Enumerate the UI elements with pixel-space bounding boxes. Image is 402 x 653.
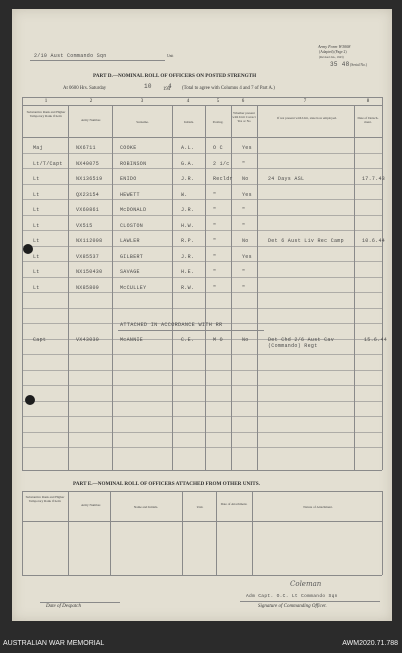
attached-posting: M O — [213, 337, 223, 343]
cell-initials: R.W. — [181, 284, 195, 291]
cell-number: VX60861 — [76, 207, 100, 213]
part-e-label-rank: Substantive Rank and Higher Temporary Rank if held. — [25, 495, 65, 503]
cell-rank: Lt — [33, 269, 40, 275]
table-top-border — [22, 97, 382, 98]
part-e-label-nature: Nature of Attachment. — [303, 505, 333, 509]
col-label-present: Whether present with Unit Correct Yes or No — [232, 111, 256, 123]
col-label-posting: Posting. — [212, 120, 224, 124]
cell-number: QX23154 — [76, 191, 100, 198]
part-d-month: 4 — [168, 83, 172, 90]
serial-label: (Serial No.) — [350, 63, 367, 67]
cell-employed: 24 Days ASL — [268, 176, 305, 182]
punch-hole-top — [23, 244, 33, 254]
cell-posting: " — [213, 238, 217, 244]
col-label-surname: Surname. — [136, 120, 149, 124]
cell-posting: " — [213, 269, 217, 275]
cell-present: " — [242, 222, 246, 229]
cell-initials: R.P. — [181, 238, 195, 244]
part-e-column-line — [68, 491, 69, 575]
col-label-employed: If not present with Unit, state how employed. — [277, 116, 337, 120]
cell-present: " — [242, 269, 246, 275]
attached-employed: Det Chd 2/6 Aust Cav (Commando) Regt — [268, 337, 335, 349]
cell-posting: O C — [213, 145, 223, 151]
form-title: Army Form W3008 — [318, 44, 351, 49]
cell-surname: ENIDO — [120, 176, 137, 182]
col-number-7: 7 — [303, 99, 307, 104]
cell-number: VX85537 — [76, 253, 100, 260]
cell-initials: J.R. — [181, 207, 195, 213]
cell-number: NX40075 — [76, 160, 100, 167]
cell-number: VX515 — [76, 222, 93, 229]
cell-rank: Lt — [33, 176, 40, 182]
footer-accession: AWM2020.71.788 — [342, 640, 398, 647]
part-d-day: 10 — [144, 83, 152, 90]
attached-initials: C.E. — [181, 337, 195, 343]
cell-surname: GILBERT — [120, 253, 144, 260]
cell-rank: Lt — [33, 284, 40, 291]
despatch-date-line — [40, 602, 120, 603]
cell-surname: ROBINSON — [120, 160, 147, 167]
cell-rank: Lt — [33, 207, 40, 213]
attached-present: No — [242, 337, 249, 343]
cell-posting: " — [213, 191, 217, 198]
cell-number: NX85809 — [76, 284, 100, 291]
cell-initials: H.W. — [181, 222, 195, 229]
part-e-column-line — [22, 491, 23, 575]
unit-name: 2/10 Aust Commando Sqn — [34, 53, 107, 59]
cell-surname: LAWLER — [120, 238, 140, 244]
attached-date: 15.6.44 — [364, 337, 388, 343]
signature-line — [240, 601, 380, 602]
cell-rank: Lt — [33, 238, 40, 244]
unit-label: Unit — [167, 54, 174, 58]
part-e-column-line — [382, 491, 383, 575]
col-number-6: 6 — [241, 99, 245, 104]
cell-posting: " — [213, 253, 217, 260]
table-bottom-border — [22, 470, 382, 471]
cell-posting: Recldr — [213, 176, 233, 182]
cell-present: " — [242, 284, 246, 291]
footer-credit: AUSTRALIAN WAR MEMORIAL — [3, 640, 105, 647]
cell-number: NX112008 — [76, 238, 103, 244]
col-number-2: 2 — [89, 99, 93, 104]
table-header-bottom — [22, 137, 382, 138]
attached-surname: McANNIE — [120, 337, 144, 343]
despatch-date-label: Date of Despatch — [46, 604, 81, 609]
cell-present: No — [242, 176, 249, 182]
col-number-1: 1 — [44, 99, 48, 104]
part-e-title: PART E.—NOMINAL ROLL OF OFFICERS ATTACHED FROM OTHER UNITS. — [73, 481, 260, 487]
part-d-title: PART D.—NOMINAL ROLL OF OFFICERS ON POSTED STRENGTH — [93, 73, 257, 79]
cell-posting: " — [213, 222, 217, 229]
cell-present: " — [242, 160, 246, 167]
col-label-initials: Initials. — [184, 120, 194, 124]
punch-hole-bottom — [25, 395, 35, 405]
cell-posting: 2 i/c — [213, 160, 230, 167]
col-number-3: 3 — [140, 99, 144, 104]
cell-present: " — [242, 207, 246, 213]
cell-posting: " — [213, 284, 217, 291]
cell-surname: SAVAGE — [120, 269, 140, 275]
part-d-at: At 0600 Hrs. Saturday — [63, 86, 107, 91]
part-e-column-line — [216, 491, 217, 575]
cell-present: Yes — [242, 253, 252, 260]
signature-title: Adm Capt. O.C. Lt Commando Sqn — [246, 594, 338, 599]
cell-rank: Lt — [33, 253, 40, 260]
col-label-army-number: Army Number. — [81, 118, 101, 122]
col-label-date: Date of Detach-ment. — [357, 116, 379, 124]
part-d-year: 194 — [163, 87, 171, 92]
cell-employed: Det 6 Aust Liv Rec Camp — [268, 238, 344, 244]
cell-surname: CLOSTON — [120, 222, 144, 229]
part-e-label-number: Army Number. — [81, 503, 101, 507]
col-label-rank: Substantive Rank and Higher Temporary Rank if held. — [26, 110, 66, 118]
attached-heading-underline — [118, 330, 264, 331]
form-subtitle: (Adapted) (Page 2) — [319, 50, 347, 54]
cell-number: NX6711 — [76, 145, 96, 151]
cell-surname: McDONALD — [120, 207, 147, 213]
cell-initials: H.E. — [181, 269, 195, 275]
cell-present: Yes — [242, 145, 252, 151]
unit-underline — [30, 60, 165, 61]
cell-number: NX136519 — [76, 176, 103, 182]
part-d-note: (Total to agree with Columns 4 and 7 of Part A.) — [182, 86, 275, 91]
part-e-column-line — [182, 491, 183, 575]
table-column-line — [22, 97, 23, 470]
cell-surname: COOKE — [120, 145, 137, 151]
cell-rank: Lt — [33, 191, 40, 198]
cell-number: NX150430 — [76, 269, 103, 275]
part-e-label-name: Name and Initials. — [133, 505, 159, 509]
serial-number: 35 48 — [330, 61, 350, 68]
table-column-line — [382, 97, 383, 470]
cell-rank: Maj — [33, 145, 43, 151]
form-revision: (Revised Jan., 1943) — [319, 55, 344, 59]
col-number-5: 5 — [216, 99, 220, 104]
attached-rank: Capt — [33, 337, 47, 343]
footer-bar — [0, 634, 402, 653]
cell-posting: " — [213, 207, 217, 213]
cell-surname: HEWETT — [120, 191, 140, 198]
cell-initials: G.A. — [181, 160, 195, 167]
cell-initials: A.L. — [181, 145, 195, 151]
part-e-column-line — [252, 491, 253, 575]
attached-heading: ATTACHED IN ACCORDANCE WITH RR — [120, 322, 223, 328]
col-number-8: 8 — [366, 99, 370, 104]
table-header-divider — [22, 105, 382, 106]
part-e-label-date: Date of Attachment. — [220, 502, 248, 506]
cell-initials: J.R. — [181, 176, 195, 182]
attached-number: VX43030 — [76, 337, 100, 343]
signature-label: Signature of Commanding Officer. — [258, 604, 327, 609]
part-e-top-border — [22, 491, 382, 492]
part-e-bottom-border — [22, 575, 382, 576]
cell-initials: J.R. — [181, 253, 195, 260]
cell-surname: McCULLEY — [120, 284, 147, 291]
cell-rank: Lt — [33, 222, 40, 229]
cell-date: 10.6.44 — [362, 238, 386, 244]
col-number-4: 4 — [186, 99, 190, 104]
part-e-column-line — [110, 491, 111, 575]
cell-present: Yes — [242, 191, 252, 198]
cell-date: 17.7.43 — [362, 176, 386, 182]
signature: Coleman — [290, 580, 322, 588]
part-e-header-bottom — [22, 521, 382, 522]
cell-rank: Lt/T/Capt — [33, 160, 63, 167]
cell-initials: W. — [181, 191, 188, 198]
part-e-label-unit: Unit. — [196, 505, 204, 509]
cell-present: No — [242, 238, 249, 244]
